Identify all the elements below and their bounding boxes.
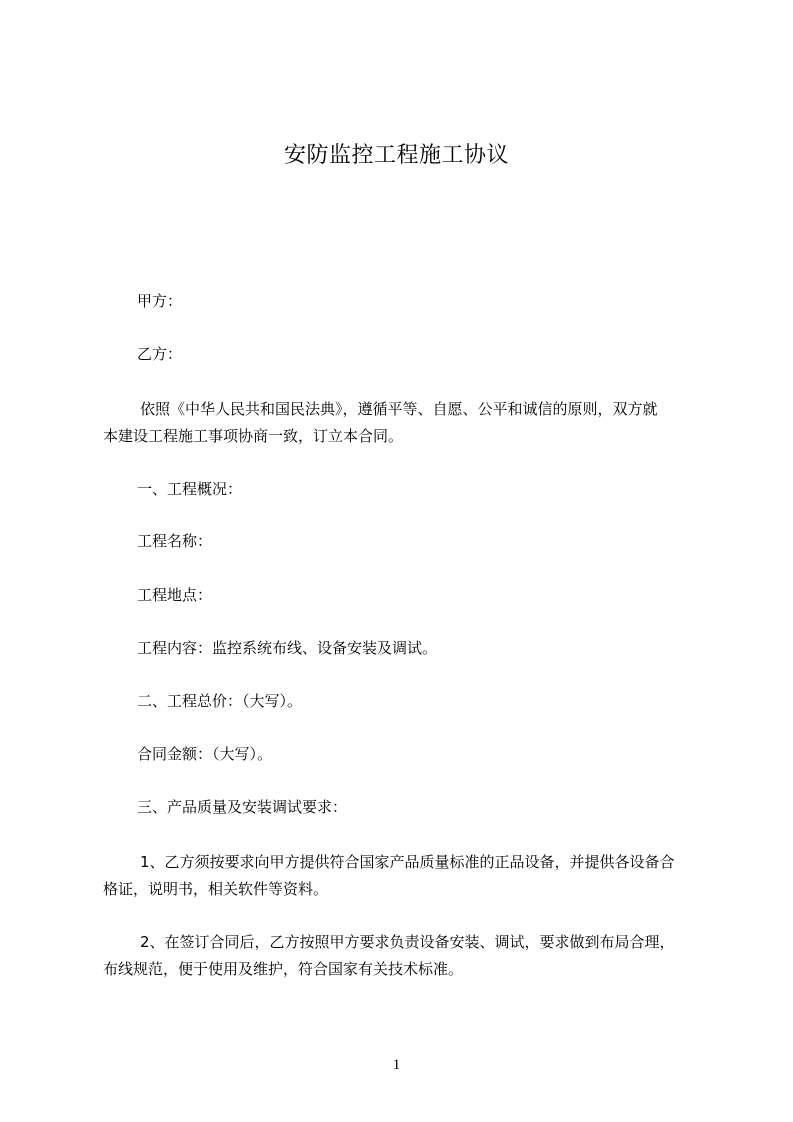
- project-content-line: 工程内容：监控系统布线、设备安装及调试。: [137, 639, 438, 657]
- project-name-line: 工程名称：: [137, 532, 213, 550]
- document-title: 安防监控工程施工协议: [283, 143, 509, 168]
- item-2-line-2: 布线规范，便于使用及维护，符合国家有关技术标准。: [103, 960, 464, 978]
- preamble-line-2: 本建设工程施工事项协商一致，订立本合同。: [103, 427, 404, 445]
- item-2-line-1: 2、在签订合同后，乙方按照甲方要求负责设备安装、调试，要求做到布局合理，: [140, 933, 675, 951]
- party-b-line: 乙方：: [137, 345, 183, 363]
- section-2-heading: 二、工程总价：（大写）。: [137, 692, 303, 710]
- page-number: 1: [392, 1057, 401, 1073]
- item-1-line-2: 格证，说明书，相关软件等资料。: [103, 880, 329, 898]
- preamble-line-1: 依照《中华人民共和国民法典》，遵循平等、自愿、公平和诚信的原则，双方就: [140, 400, 658, 418]
- contract-amount-line: 合同金额：（大写）。: [137, 745, 273, 763]
- item-1-line-1: 1、乙方须按要求向甲方提供符合国家产品质量标准的正品设备，并提供各设备合: [140, 853, 675, 871]
- party-a-line: 甲方：: [137, 292, 183, 310]
- section-3-heading: 三、产品质量及安装调试要求：: [137, 798, 348, 816]
- project-location-line: 工程地点：: [137, 586, 213, 604]
- section-1-heading: 一、工程概况：: [137, 480, 243, 498]
